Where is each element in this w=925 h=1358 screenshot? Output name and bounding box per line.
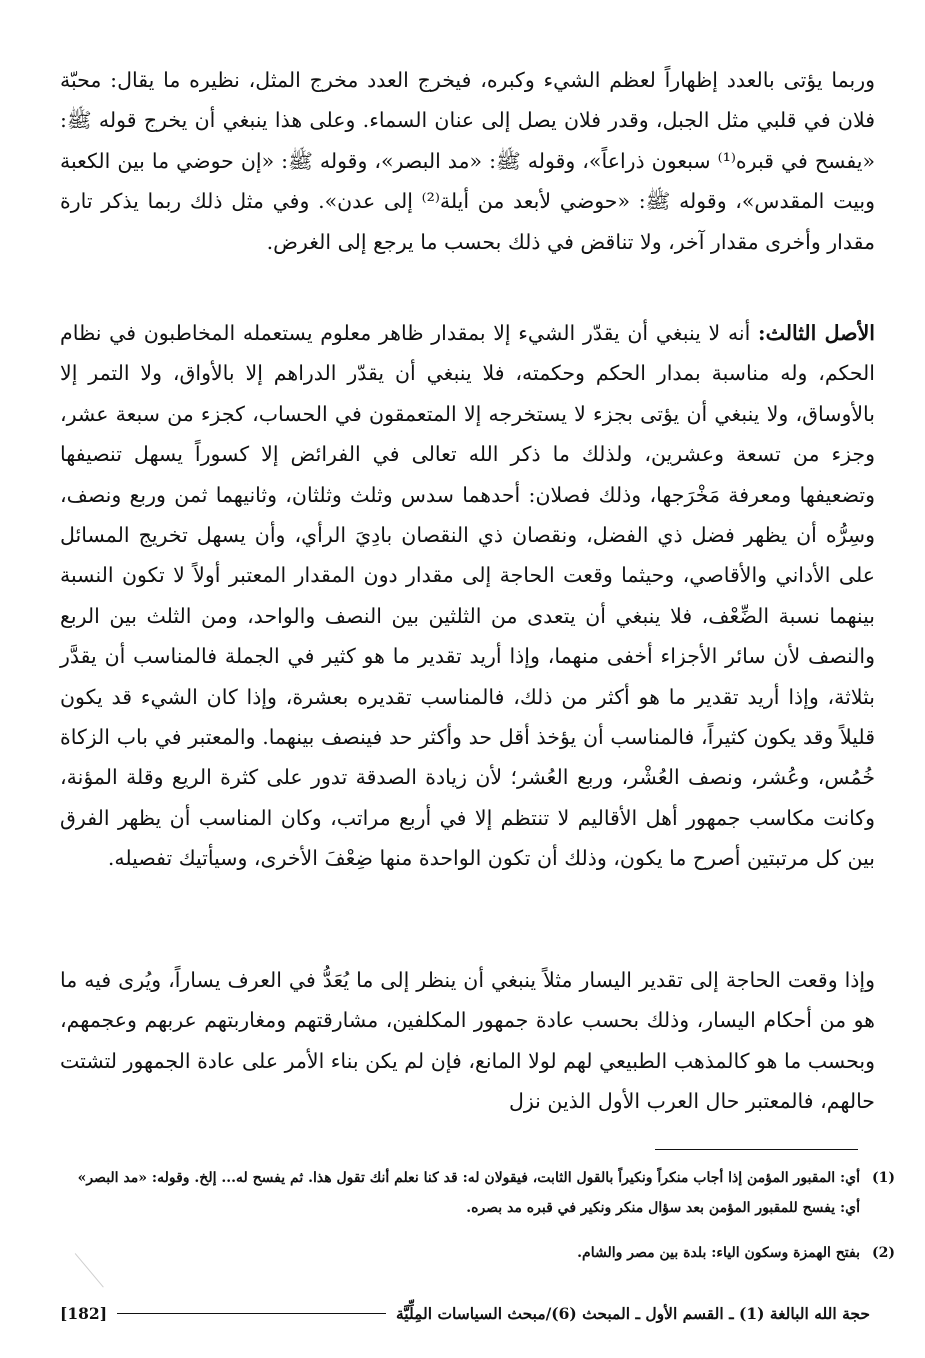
running-footer bbox=[60, 1298, 870, 1328]
footnote-text: بفتح الهمزة وسكون الياء: بلدة بين مصر والشام. bbox=[577, 1245, 860, 1261]
footnote-number: (1) bbox=[872, 1170, 895, 1186]
footer-title: حجة الله البالغة (1) ـ القسم الأول ـ المبحث (6)/مبحث السياسات المِلِّيَّة bbox=[395, 1303, 870, 1323]
paragraph-3: وإذا وقعت الحاجة إلى تقدير اليسار مثلاً ينبغي أن ينظر إلى ما يُعَدُّ في العرف يساراً، ويُرى فيه ما هو من أحكام اليسار، وذلك بحسب عادة جمهور المكلفين، مشارقتهم ومغاربتهم عربهم وعجمهم، وبحسب ما هو كالمذهب الطبيعي لهم لولا المانع، فإن لم يكن بناء الأمر على عادة الجمهور لتشتت حالهم، فالمعتبر حال العرب الأول الذين نزل bbox=[60, 968, 875, 1114]
paragraph-2 bbox=[60, 313, 875, 879]
footer-rule bbox=[117, 1313, 386, 1314]
paragraph-2-text: أنه لا ينبغي أن يقدّر الشيء إلا بمقدار ظاهر معلوم يستعمله المخاطبون في نظام الحكم، وله مناسبة بمدار الحكم وحكمته، فلا ينبغي أن يقدّر الدراهم إلا بالأواق، ولا التمر إلا بالأوساق، ولا ينبغي أن يؤتى بجزء لا يستخرجه إلا المتعمقون في الحساب، كجزء من سبعة عشر، وجزء من تسعة وعشرين، ولذلك ما ذكر الله تعالى في الفرائض إلا كسوراً يسهل تنصيفها وتضعيفها ومعرفة مَخْرَجها، وذلك فصلان: أحدهما سدس وثلث وثلثان، وثانيهما ثمن وربع ونصف، وسِرُّه أن يظهر فضل ذي الفضل، ونقصان ذي النقصان بادِيَ الرأي، وأن يسهل تخريج المسائل على الأداني والأقاصي، وحيثما وقعت الحاجة إلى مقدار دون المقدار المعتبر أولاً لا تكون النسبة بينهما نسبة الضِّعْف، فلا ينبغي أن يتعدى من الثلثين بين النصف والواحد، ومن الثلث بين الربع والنصف لأن سائر الأجزاء أخفى منهما، وإذا أريد تقدير ما هو كثير في الجملة فالمناسب أن يقدَّر بثلاثة، وإذا أريد تقدير ما هو أكثر من ذلك، فالمناسب تقديره بعشرة، وإذا كان الشيء قد يكون قليلاً وقد يكون كثيراً، فالمناسب أن يؤخذ أقل حد وأكثر حد فينصف بينهما. والمعتبر في باب الزكاة خُمُس، وعُشر، ونصف العُشْر، وربع العُشر؛ لأن زيادة الصدقة تدور على كثرة الريع وقلة المؤنة، وكانت مكاسب جمهور أهل الأقاليم لا تنتظم إلا في أربع مراتب، وكان المناسب أن يظهر الفرق بين كل مرتبتين أصرح ما يكون، وذلك أن تكون الواحدة منها ضِعْفَ الأخرى، وسيأتيك تفصيله. bbox=[60, 321, 875, 871]
footnote-1 bbox=[60, 1163, 895, 1223]
page-number: [182] bbox=[60, 1303, 108, 1323]
paragraph-1: وربما يؤتى بالعدد إظهاراً لعظم الشيء وكبره، فيخرج العدد مخرج المثل، نظيره ما يقال: محبّة فلان في قلبي مثل الجبل، وقدر فلان يصل إلى عنان السماء. وعلى هذا ينبغي أن يخرج قوله ﷺ: «يفسح في قبره⁽¹⁾ سبعون ذراعاً»، وقوله ﷺ: «مد البصر»، وقوله ﷺ: «إن حوضي ما بين الكعبة وبيت المقدس»، وقوله ﷺ: «حوضي لأبعد من أيلة⁽²⁾ إلى عدن». وفي مثل ذلك ربما يذكر تارة مقدار وأخرى مقدار آخر، ولا تناقض في ذلك بحسب ما يرجع إلى الغرض. bbox=[60, 68, 875, 254]
footnote-number: (2) bbox=[872, 1245, 895, 1261]
footnote-separator bbox=[655, 1149, 858, 1150]
footnote-2 bbox=[60, 1238, 895, 1268]
footnote-text: أي: المقبور المؤمن إذا أجاب منكراً ونكيراً بالقول الثابت، فيقولان له: قد كنا نعلم أنك تقول هذا. ثم يفسح له... إلخ. وقوله: «مد البصر» أي: يفسح للمقبور المؤمن بعد سؤال منكر ونكير في قبره مد بصره. bbox=[77, 1170, 860, 1216]
section-heading: الأصل الثالث: bbox=[758, 321, 875, 345]
